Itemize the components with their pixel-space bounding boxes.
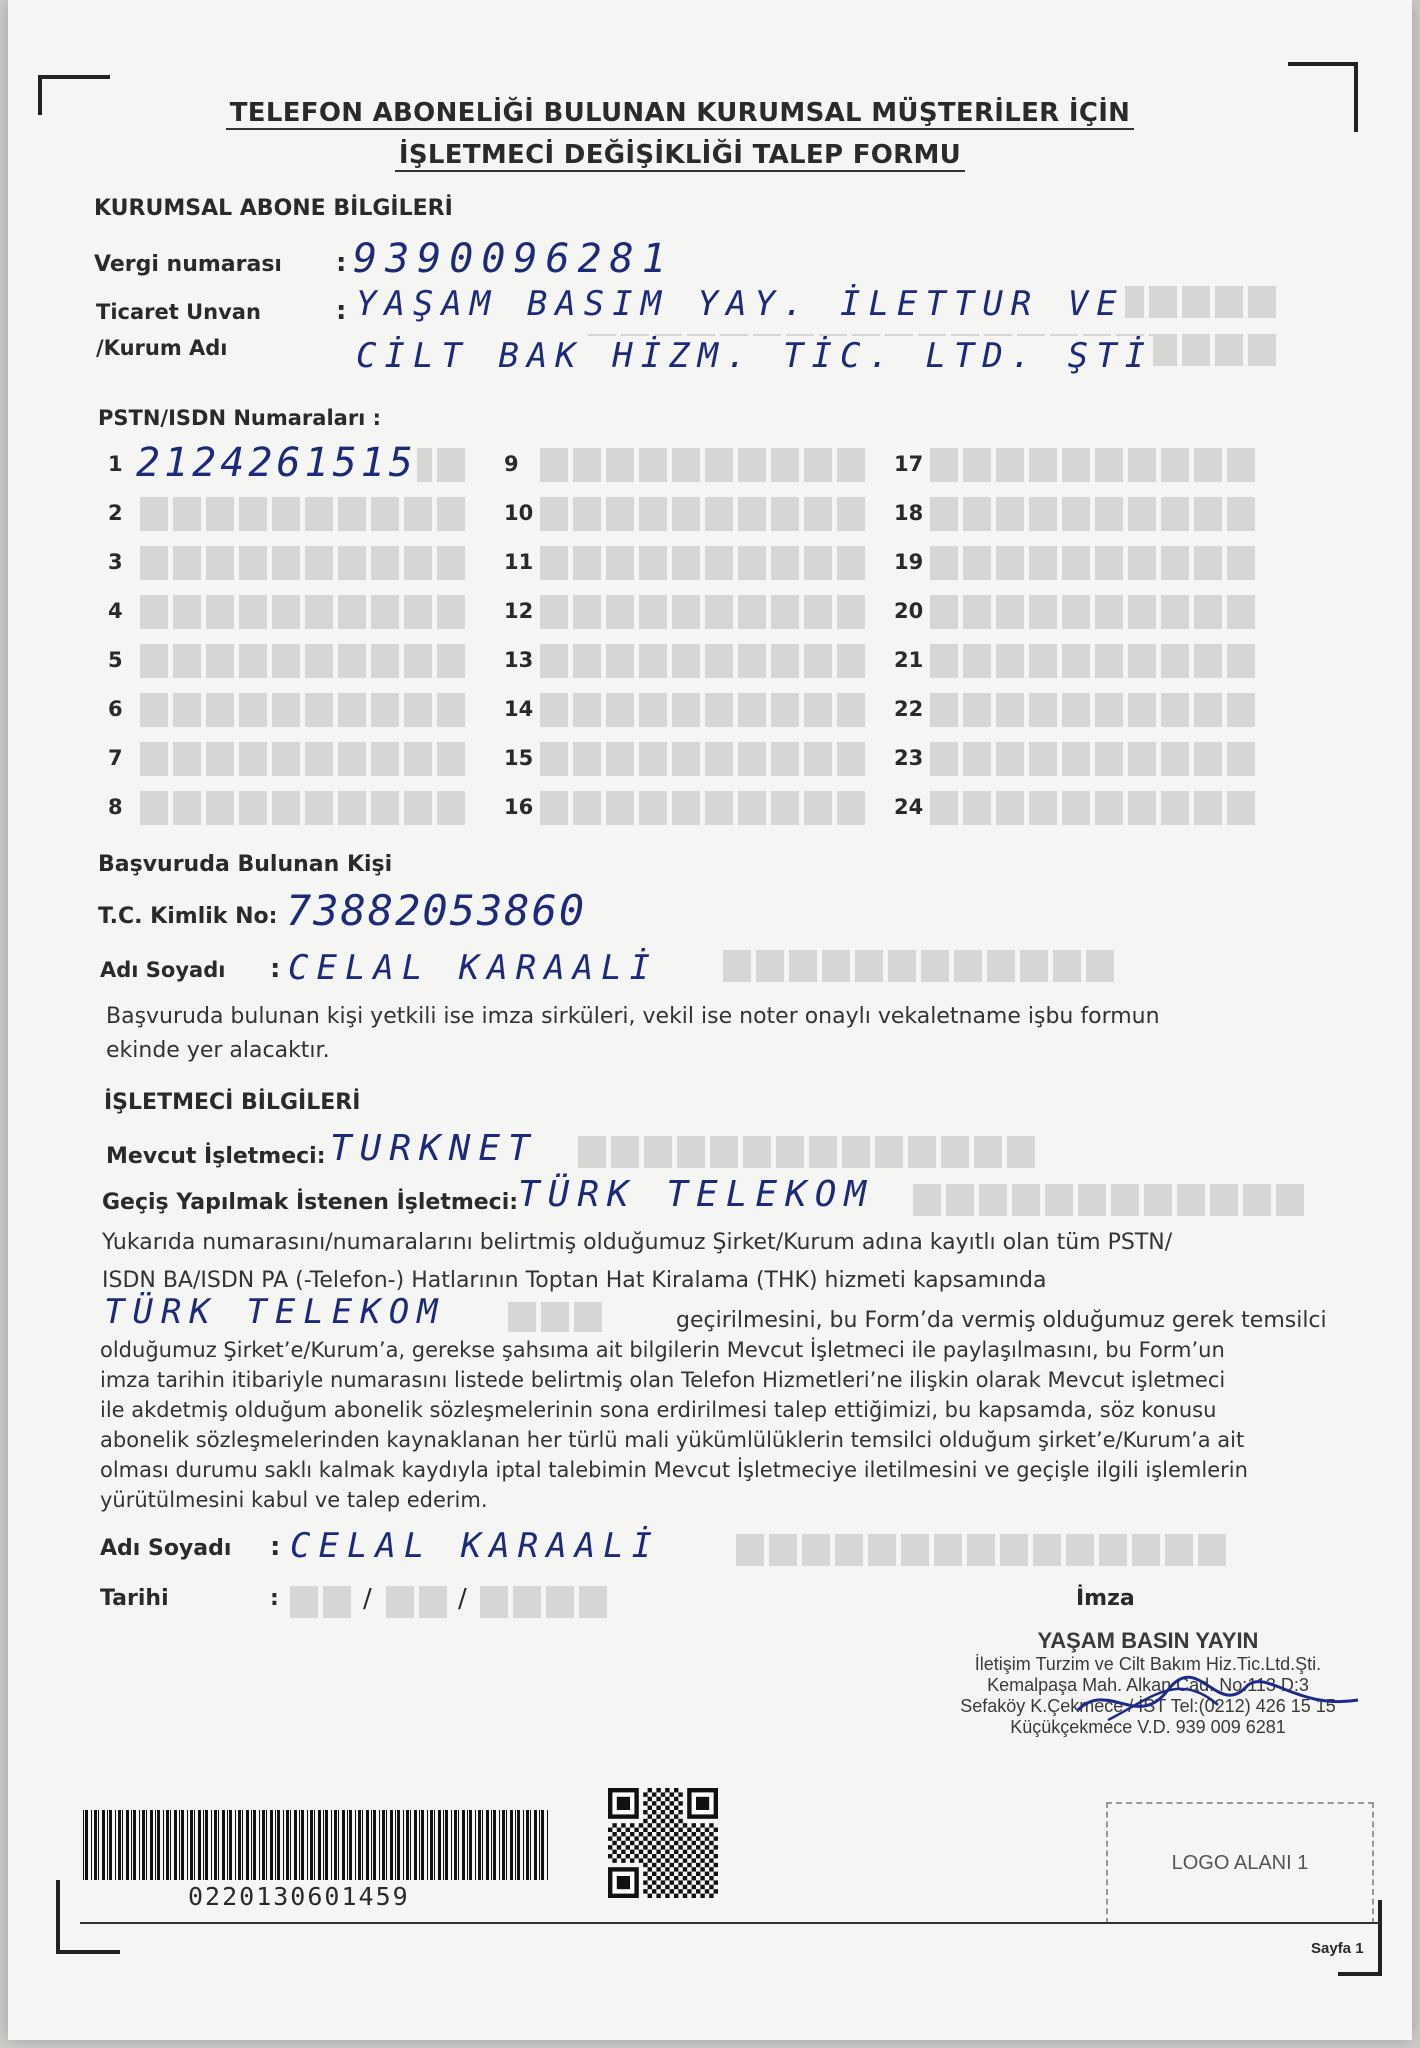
consent-line5: imza tarihin itibariyle numarasını listede belirtmiş olan Telefon Hizmetleri’ne ilişkin olarak Mevcut işletmeci [100,1368,1226,1392]
date-separator-1: / [363,1584,372,1614]
pstn-index-20: 20 [894,599,924,623]
consent-line6: ile akdetmiş olduğum abonelik sözleşmelerinin sona erdirilmesi talep ettiğimizi, bu kapsamda, söz konusu [100,1398,1217,1422]
date-colon: : [270,1586,279,1611]
applicant-name-label: Adı Soyadı [100,958,226,982]
trade-name-value-line2[interactable]: CİLT BAK HİZM. TİC. LTD. ŞTİ [356,336,1154,376]
pstn-number-field-7[interactable] [140,742,465,776]
form-title-line2: İŞLETMECİ DEĞİŞİKLİĞİ TALEP FORMU [0,140,1382,170]
signer-name-colon: : [270,1532,281,1562]
pstn-index-10: 10 [504,501,534,525]
pstn-number-field-3[interactable] [140,546,465,580]
pstn-index-19: 19 [894,550,924,574]
pstn-number-field-13[interactable] [540,644,865,678]
date-year-boxes[interactable] [480,1586,607,1618]
footer-divider [80,1922,1380,1924]
logo-area: LOGO ALANI 1 [1106,1802,1374,1924]
stamp-line2: İletişim Turzim ve Cilt Bakım Hiz.Tic.Ltd.Şti. [974,1654,1322,1674]
target-operator-value[interactable]: TÜRK TELEKOM [518,1174,875,1215]
consent-line3: geçirilmesini, bu Form’da vermiş olduğumuz gerek temsilci [676,1308,1327,1333]
pstn-index-11: 11 [504,550,534,574]
pstn-index-12: 12 [504,599,534,623]
operator-heading: İŞLETMECİ BİLGİLERİ [104,1090,361,1115]
tc-id-label: T.C. Kimlik No: [98,904,278,929]
pstn-index-6: 6 [108,697,123,721]
stamp-line5: Küçükçekmece V.D. 939 009 6281 [1010,1717,1286,1737]
tax-number-label: Vergi numarası [94,252,282,277]
pstn-index-14: 14 [504,697,534,721]
barcode-number: 0220130601459 [188,1882,410,1911]
pstn-index-9: 9 [504,452,519,476]
form-page [8,0,1412,2040]
pstn-index-22: 22 [894,697,924,721]
pstn-index-18: 18 [894,501,924,525]
date-month-boxes[interactable] [386,1586,447,1618]
current-operator-boxes [578,1136,1035,1168]
applicant-name-boxes [723,950,1114,982]
pstn-number-field-23[interactable] [930,742,1255,776]
pstn-number-field-24[interactable] [930,791,1255,825]
pstn-number-field-22[interactable] [930,693,1255,727]
consent-line1: Yukarıda numarasını/numaralarını belirtmiş olduğumuz Şirket/Kurum adına kayıtlı olan tüm PSTN/ [102,1230,1173,1255]
target-operator-label: Geçiş Yapılmak İstenen İşletmeci: [102,1190,519,1215]
tc-id-value[interactable]: 73882053860 [286,886,587,935]
pstn-number-field-19[interactable] [930,546,1255,580]
signature-scribble [1068,1660,1368,1740]
pstn-heading: PSTN/ISDN Numaraları : [98,406,382,430]
applicant-note-line2: ekinde yer alacaktır. [106,1038,330,1063]
pstn-number-field-2[interactable] [140,497,465,531]
corner-mark-bottom-left [56,1880,120,1954]
signer-name-value[interactable]: CELAL KARAALİ [290,1526,661,1566]
pstn-number-field-21[interactable] [930,644,1255,678]
pstn-index-17: 17 [894,452,924,476]
pstn-index-2: 2 [108,501,123,525]
signer-name-boxes [736,1534,1226,1566]
pstn-index-24: 24 [894,795,924,819]
consent-operator-fill[interactable]: TÜRK TELEKOM [104,1292,446,1332]
pstn-number-field-12[interactable] [540,595,865,629]
trade-name-value-line1[interactable]: YAŞAM BASIM YAY. İLETTUR VE [356,284,1125,324]
pstn-index-5: 5 [108,648,123,672]
pstn-index-4: 4 [108,599,123,623]
pstn-number-field-14[interactable] [540,693,865,727]
date-day-boxes[interactable] [290,1586,351,1618]
applicant-heading: Başvuruda Bulunan Kişi [98,852,393,877]
pstn-number-field-20[interactable] [930,595,1255,629]
current-operator-value[interactable]: TURKNET [330,1128,538,1169]
consent-fill-boxes [508,1302,602,1332]
page-number: Sayfa 1 [1311,1940,1364,1957]
pstn-number-field-4[interactable] [140,595,465,629]
pstn-index-13: 13 [504,648,534,672]
stamp-line1: YAŞAM BASIN YAYIN [1037,1628,1259,1653]
pstn-number-field-5[interactable] [140,644,465,678]
target-operator-boxes [913,1184,1304,1216]
pstn-index-16: 16 [504,795,534,819]
pstn-number-1-value[interactable]: 2124261515 [136,440,417,486]
signer-name-label: Adı Soyadı [100,1536,232,1561]
pstn-index-1: 1 [108,452,123,476]
current-operator-label: Mevcut İşletmeci: [106,1144,326,1169]
form-title-line1: TELEFON ABONELİĞİ BULUNAN KURUMSAL MÜŞTERİLER İÇİN [0,98,1382,128]
date-label: Tarihi [100,1586,169,1611]
consent-line8: olması durumu saklı kalmak kaydıyla iptal talebimin Mevcut İşletmeciye iletilmesini ve geçişle ilgili işlemlerin [100,1458,1248,1482]
corporate-heading: KURUMSAL ABONE BİLGİLERİ [94,196,453,221]
pstn-number-field-17[interactable] [930,448,1255,482]
pstn-number-field-8[interactable] [140,791,465,825]
tax-colon: : [336,248,347,278]
pstn-number-field-16[interactable] [540,791,865,825]
barcode [83,1810,553,1880]
date-separator-2: / [458,1584,467,1614]
consent-line7: abonelik sözleşmelerinden kaynaklanan her türlü mali yükümlülüklerin temsilci olduğum şirket’e/Kurum’a ait [100,1428,1245,1452]
qr-code [608,1788,718,1898]
trade-colon: : [336,296,347,326]
pstn-index-3: 3 [108,550,123,574]
pstn-index-15: 15 [504,746,534,770]
pstn-index-7: 7 [108,746,123,770]
pstn-number-field-9[interactable] [540,448,865,482]
pstn-number-field-18[interactable] [930,497,1255,531]
pstn-index-21: 21 [894,648,924,672]
pstn-number-field-11[interactable] [540,546,865,580]
pstn-index-8: 8 [108,795,123,819]
applicant-note-line1: Başvuruda bulunan kişi yetkili ise imza sirküleri, vekil ise noter onaylı vekaletname işbu formun [106,1004,1160,1029]
institution-name-label: /Kurum Adı [96,336,228,360]
trade-name-label: Ticaret Unvan [96,300,261,324]
consent-line2: ISDN BA/ISDN PA (-Telefon-) Hatlarının Toptan Hat Kiralama (THK) hizmeti kapsamında [102,1268,1047,1293]
signature-label: İmza [1076,1586,1135,1611]
stamp-line4: Sefaköy K.Çekmece / İST Tel:(0212) 426 15 15 [960,1696,1336,1716]
pstn-index-23: 23 [894,746,924,770]
pstn-number-field-6[interactable] [140,693,465,727]
pstn-number-field-15[interactable] [540,742,865,776]
tax-number-value[interactable]: 9390096281 [353,236,674,282]
applicant-name-colon: : [270,954,281,984]
stamp-line3: Kemalpaşa Mah. Alkan Cad. No:113 D:3 [987,1675,1309,1695]
pstn-number-field-10[interactable] [540,497,865,531]
applicant-name-value[interactable]: CELAL KARAALİ [288,948,659,988]
consent-line4: olduğumuz Şirket’e/Kurum’a, gerekse şahsıma ait bilgilerin Mevcut İşletmeci ile paylaşılmasını, bu Form’un [100,1338,1225,1362]
consent-line9: yürütülmesini kabul ve talep ederim. [100,1488,488,1512]
